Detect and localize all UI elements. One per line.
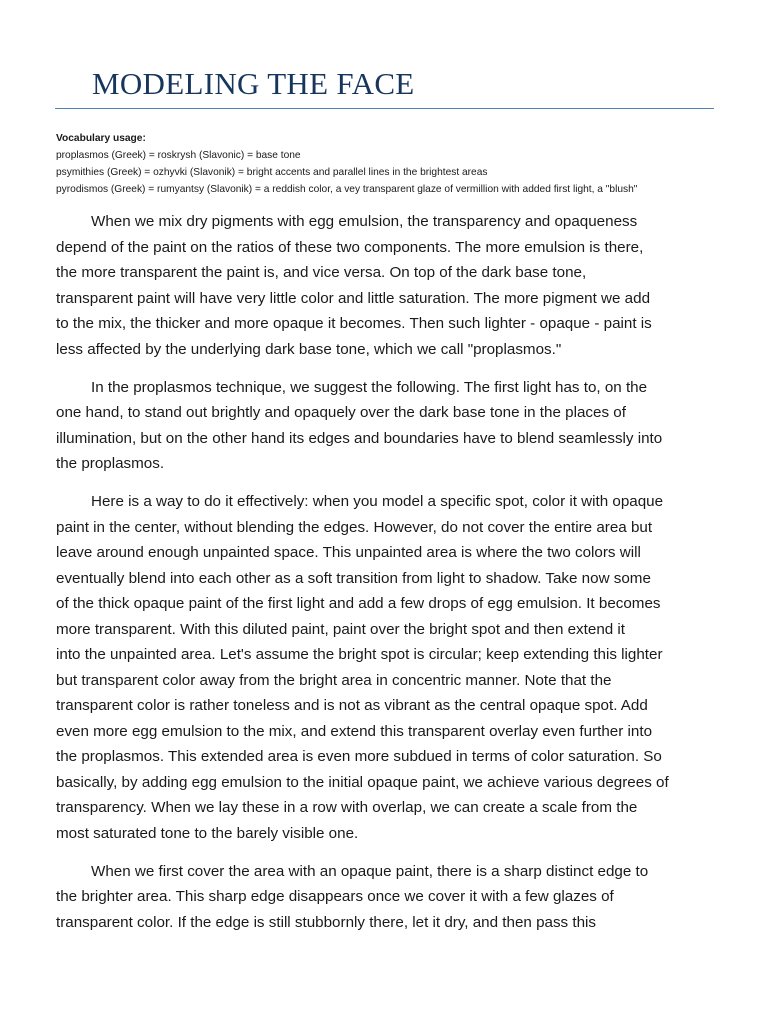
body-text: [56, 209, 716, 948]
body-paragraph: When we first cover the area with an opaque paint, there is a sharp distinct edge to the brighter area. This sharp edge disappears once we cover it with a few glazes of transparent color. If the edge is still stubbornly there, let it dry, and then pass this: [56, 862, 649, 931]
document-title: MODELING THE FACE: [92, 66, 415, 101]
vocabulary-heading: Vocabulary usage:: [56, 133, 146, 144]
body-paragraph: When we mix dry pigments with egg emulsion, the transparency and opaqueness depend of the paint on the ratios of these two components. The more emulsion is there, the more transparent the paint is, and vice versa. On top of the dark base tone, transparent paint will have very little color and little saturation. The more pigment we add to the mix, the thicker and more opaque it becomes. Then such lighter - opaque - paint is less affected by the underlying dark base tone, which we call "proplasmos.": [56, 213, 652, 358]
vocabulary-section: [56, 130, 716, 198]
body-paragraph: Here is a way to do it effectively: when you model a specific spot, color it with opaque paint in the center, without blending the edges. However, do not cover the entire area but leave around enough unpainted space. This unpainted area is where the two colors will eventually blend into each other as a soft transition from light to shadow. Take now some of the thick opaque paint of the first light and add a few drops of egg emulsion. It becomes more transparent. With this diluted paint, paint over the bright spot and then extend it into the unpainted area. Let's assume the bright spot is circular; keep extending this lighter but transparent color away from the bright area in concentric manner. Note that the transparent color is rather toneless and is not as vibrant as the central opaque spot. Add even more egg emulsion to the mix, and extend this transparent overlay even further into the proplasmos. This extended area is even more subdued in terms of color saturation. So basically, by adding egg emulsion to the initial opaque paint, we achieve various degrees of transparency. When we lay these in a row with overlap, we can create a scale from the most saturated tone to the barely visible one.: [56, 493, 669, 842]
vocabulary-line: proplasmos (Greek) = roskrysh (Slavonic) = base tone: [56, 150, 301, 161]
vocabulary-line: pyrodismos (Greek) = rumyantsy (Slavonik) = a reddish color, a vey transparent glaze of vermillion with added first light, a "blush": [56, 184, 638, 195]
body-paragraph: In the proplasmos technique, we suggest the following. The first light has to, on the one hand, to stand out brightly and opaquely over the dark base tone in the places of illumination, but on the other hand its edges and boundaries have to blend seamlessly into the proplasmos.: [56, 378, 663, 472]
title-divider: [55, 108, 714, 109]
vocabulary-line: psymithies (Greek) = ozhyvki (Slavonik) = bright accents and parallel lines in the brightest areas: [56, 167, 488, 178]
